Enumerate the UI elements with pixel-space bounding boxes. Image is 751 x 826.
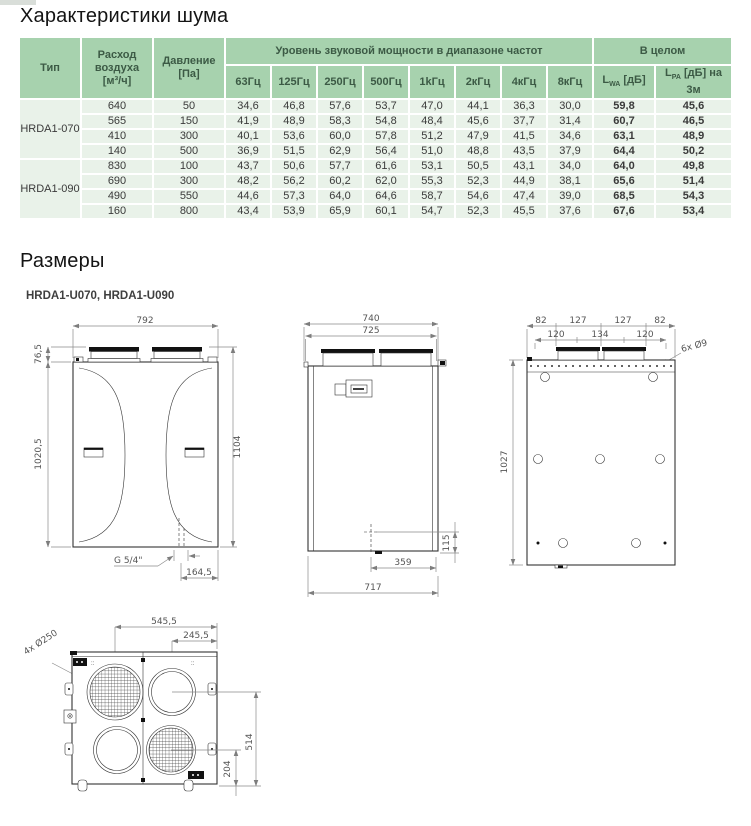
table-cell: 64,0 (594, 160, 654, 173)
table-cell: 45,6 (656, 100, 731, 113)
table-cell: 37,6 (548, 205, 592, 218)
table-cell: 565 (82, 115, 152, 128)
table-cell: 65,6 (594, 175, 654, 188)
rear-top-dims-row2 (535, 330, 666, 349)
vent-mark-left: :: (91, 661, 95, 667)
table-cell: 46,5 (656, 115, 731, 128)
dim-label-plan-long: 545,5 (151, 617, 177, 627)
table-cell: 60,7 (594, 115, 654, 128)
models-label: HRDA1-U070, HRDA1-U090 (26, 290, 175, 302)
table-cell: 500 (154, 145, 224, 158)
table-cell: 41,5 (502, 130, 546, 143)
table-cell: 150 (154, 115, 224, 128)
table-cell: 300 (154, 130, 224, 143)
table-cell: 59,8 (594, 100, 654, 113)
table-cell: 48,9 (272, 115, 316, 128)
side-drain-offset-dim (371, 557, 436, 572)
side-view-drawing (283, 316, 497, 618)
table-cell: 30,0 (548, 100, 592, 113)
col-header-airflow: Расход воздуха [м³/ч] (82, 38, 152, 98)
table-cell: 60,2 (318, 175, 362, 188)
table-cell: 54,6 (456, 190, 500, 203)
table-cell: 43,7 (226, 160, 270, 173)
noise-table (18, 36, 733, 220)
table-cell: 36,9 (226, 145, 270, 158)
table-cell: 64,0 (318, 190, 362, 203)
table-cell: 68,5 (594, 190, 654, 203)
plan-unit-body (64, 651, 217, 791)
dim-label-gap: 134 (591, 330, 609, 340)
table-row (20, 115, 731, 128)
front-drain-dim (114, 550, 218, 581)
dim-label-plan-v1: 514 (245, 733, 255, 751)
table-row (20, 160, 731, 173)
dim-label-side-inner-width: 725 (362, 326, 380, 336)
col-header-63hz: 63Гц (226, 66, 270, 98)
table-cell: 640 (82, 100, 152, 113)
table-cell: 300 (154, 175, 224, 188)
table-cell: 51,0 (410, 145, 454, 158)
table-cell: 800 (154, 205, 224, 218)
table-cell: 51,5 (272, 145, 316, 158)
col-header-8khz: 8кГц (548, 66, 592, 98)
table-cell: 550 (154, 190, 224, 203)
rear-view-drawing (500, 314, 751, 584)
col-header-pressure: Давление [Па] (154, 38, 224, 98)
table-cell: 410 (82, 130, 152, 143)
table-cell: 62,9 (318, 145, 362, 158)
table-cell: 67,6 (594, 205, 654, 218)
table-cell: 47,9 (456, 130, 500, 143)
table-cell: 50,2 (656, 145, 731, 158)
model-cell: HRDA1-070 (20, 100, 80, 158)
lpa-unit: [дБ] на 3м (680, 67, 723, 97)
side-base-width-dim (308, 556, 438, 597)
table-cell: 34,6 (226, 100, 270, 113)
dim-label-duct1: 120 (547, 330, 565, 340)
dim-label-body-height: 1020,5 (34, 438, 44, 470)
table-cell: 52,3 (456, 205, 500, 218)
dim-label-side-total-width: 740 (362, 314, 380, 324)
table-cell: 690 (82, 175, 152, 188)
dim-label-rear-height: 1027 (500, 450, 510, 474)
table-row (20, 100, 731, 113)
side-unit-body (304, 349, 446, 554)
vent-mark-right: :: (191, 661, 195, 667)
table-cell: 44,9 (502, 175, 546, 188)
noise-table-head (20, 38, 731, 98)
table-row (20, 205, 731, 218)
lpa-sub: PA (671, 74, 681, 82)
col-header-lpa (656, 66, 731, 98)
lpa-base: L (664, 67, 672, 79)
table-cell: 56,4 (364, 145, 408, 158)
table-cell: 490 (82, 190, 152, 203)
table-cell: 57,3 (272, 190, 316, 203)
col-header-type: Тип (20, 38, 80, 98)
table-cell: 64,6 (364, 190, 408, 203)
lwa-unit: [дБ] (620, 73, 646, 86)
table-cell: 53,6 (272, 130, 316, 143)
table-cell: 53,1 (410, 160, 454, 173)
table-cell: 34,0 (548, 160, 592, 173)
table-cell: 160 (82, 205, 152, 218)
plan-view-drawing (12, 597, 310, 826)
table-cell: 53,4 (656, 205, 731, 218)
rear-flange-holes (530, 365, 672, 367)
col-header-125hz: 125Гц (272, 66, 316, 98)
table-cell: 31,4 (548, 115, 592, 128)
col-group-overall: В целом (594, 38, 731, 64)
col-header-2khz: 2кГц (456, 66, 500, 98)
table-cell: 61,6 (364, 160, 408, 173)
table-cell: 37,7 (502, 115, 546, 128)
table-cell: 40,1 (226, 130, 270, 143)
table-cell: 45,6 (456, 115, 500, 128)
table-cell: 58,3 (318, 115, 362, 128)
table-cell: 63,1 (594, 130, 654, 143)
front-unit-body (73, 347, 218, 548)
noise-table-body (20, 100, 731, 218)
table-cell: 65,9 (318, 205, 362, 218)
table-row (20, 175, 731, 188)
table-cell: 37,9 (548, 145, 592, 158)
table-cell: 140 (82, 145, 152, 158)
table-cell: 53,7 (364, 100, 408, 113)
dimensions-section-title: Размеры (20, 250, 105, 272)
table-cell: 57,6 (318, 100, 362, 113)
rear-unit-body (527, 347, 675, 568)
table-cell: 48,9 (656, 130, 731, 143)
table-cell: 50,5 (456, 160, 500, 173)
dim-label-ports: 4x Ø250 (22, 628, 60, 658)
noise-section-title: Характеристики шума (20, 5, 229, 27)
table-cell: 64,4 (594, 145, 654, 158)
col-group-spectrum: Уровень звуковой мощности в диапазоне частот (226, 38, 592, 64)
table-cell: 38,1 (548, 175, 592, 188)
table-cell: 46,8 (272, 100, 316, 113)
col-header-250hz: 250Гц (318, 66, 362, 98)
table-row (20, 145, 731, 158)
col-header-4khz: 4кГц (502, 66, 546, 98)
col-header-lwa (594, 66, 654, 98)
table-cell: 62,0 (364, 175, 408, 188)
table-cell: 48,2 (226, 175, 270, 188)
table-cell: 54,7 (410, 205, 454, 218)
table-cell: 36,3 (502, 100, 546, 113)
dim-label-drain-offset: 164,5 (186, 568, 212, 578)
table-cell: 57,8 (364, 130, 408, 143)
table-cell: 47,4 (502, 190, 546, 203)
table-cell: 52,3 (456, 175, 500, 188)
lwa-sub: WA (609, 80, 621, 88)
table-cell: 48,4 (410, 115, 454, 128)
table-row (20, 130, 731, 143)
table-cell: 50 (154, 100, 224, 113)
dim-label-127b: 127 (614, 316, 632, 326)
dim-label-duct2: 120 (636, 330, 654, 340)
table-cell: 58,7 (410, 190, 454, 203)
table-cell: 53,9 (272, 205, 316, 218)
table-cell: 39,0 (548, 190, 592, 203)
dim-label-plan-short: 245,5 (183, 631, 209, 641)
table-cell: 54,3 (656, 190, 731, 203)
table-cell: 49,8 (656, 160, 731, 173)
table-cell: 45,5 (502, 205, 546, 218)
dim-label-drain-height: 115 (442, 534, 452, 552)
dim-label-82l: 82 (535, 316, 547, 326)
dim-label-82r: 82 (654, 316, 666, 326)
dim-label-base-width: 717 (364, 583, 382, 593)
table-cell: 60,1 (364, 205, 408, 218)
table-cell: 60,0 (318, 130, 362, 143)
table-cell: 43,4 (226, 205, 270, 218)
table-cell: 50,6 (272, 160, 316, 173)
table-cell: 830 (82, 160, 152, 173)
table-cell: 55,3 (410, 175, 454, 188)
table-cell: 57,7 (318, 160, 362, 173)
col-header-1khz: 1kГц (410, 66, 454, 98)
table-cell: 44,1 (456, 100, 500, 113)
table-cell: 43,5 (502, 145, 546, 158)
table-cell: 44,6 (226, 190, 270, 203)
dim-label-drain-thread: G 5/4" (114, 556, 143, 566)
table-cell: 51,2 (410, 130, 454, 143)
table-cell: 56,2 (272, 175, 316, 188)
table-cell: 43,1 (502, 160, 546, 173)
table-cell: 54,8 (364, 115, 408, 128)
lwa-base: L (602, 73, 610, 86)
table-cell: 34,6 (548, 130, 592, 143)
dim-label-127a: 127 (569, 316, 587, 326)
rear-height-dim (500, 360, 523, 565)
front-body-height-dim (34, 362, 71, 547)
dim-label-total-height: 1104 (233, 435, 243, 459)
table-cell: 47,0 (410, 100, 454, 113)
model-cell: HRDA1-090 (20, 160, 80, 218)
table-cell: 48,8 (456, 145, 500, 158)
col-header-500hz: 500Гц (364, 66, 408, 98)
dim-label-front-width: 792 (136, 316, 154, 326)
table-cell: 51,4 (656, 175, 731, 188)
dim-label-duct-height: 76,5 (34, 343, 44, 365)
front-view-drawing (28, 316, 280, 608)
table-cell: 41,9 (226, 115, 270, 128)
dim-label-holes: 6x Ø9 (680, 338, 709, 355)
dim-label-plan-v2: 204 (223, 760, 233, 778)
dim-label-drain-offset-x: 359 (394, 558, 412, 568)
table-row (20, 190, 731, 203)
table-cell: 100 (154, 160, 224, 173)
